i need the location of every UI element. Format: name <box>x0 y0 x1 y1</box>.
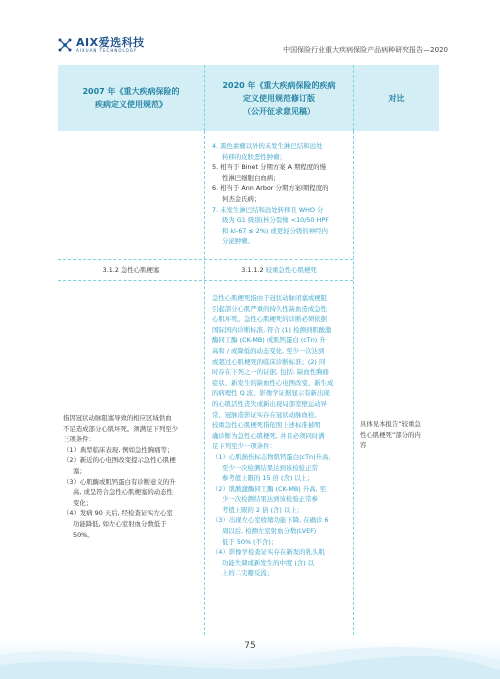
text-line: 7. 未发生淋巴结和远处转移且 WHO 分 <box>212 205 324 214</box>
text-line: 参考值上限的 15 倍 (含) 以上； <box>222 474 314 483</box>
company-logo <box>58 37 145 53</box>
text-line: （2）新近的心电图改变提示急性心肌梗 <box>63 456 176 465</box>
row-divider <box>58 259 353 260</box>
header-comparison-label: 对比 <box>388 93 405 103</box>
text-line: 的心肌活性丧失或新出现局部室壁运动异 <box>212 399 328 408</box>
definition-2020 <box>212 293 352 579</box>
text-line: 功能失调或新发生的中度 (含) 以 <box>222 558 315 567</box>
text-line: 较重急性心肌梗死指依照上述标准被明 <box>212 421 321 430</box>
text-line: 三项条件： <box>63 435 95 444</box>
header-comparison <box>354 65 439 131</box>
section-title-2007: 3.1.2 急性心肌梗塞 <box>102 266 160 274</box>
text-line: 至少一次检测结果达到该检验正常 <box>222 463 318 472</box>
logo-subtext: AIXUAN TECHNOLOGY <box>76 48 138 53</box>
text-line: 具体见本报告“较重急 <box>360 420 421 428</box>
text-line: 不足造成部分心肌坏死。须满足下列至少 <box>63 424 179 433</box>
text-line: 急性心肌梗死指由于冠状动脉闭塞或梗阻 <box>212 294 328 302</box>
text-line: 容 <box>360 441 367 450</box>
page-header <box>0 0 500 62</box>
text-line: 何杰金氏病； <box>222 194 261 203</box>
text-line: 症状、新发生的缺血性心电图改变、新生成 <box>212 378 334 387</box>
section-name: 较重急性心肌梗死 <box>265 266 317 274</box>
text-line: （1）典型临床表现, 例如急性胸痛等； <box>63 445 174 454</box>
row-divider <box>58 280 353 281</box>
section-title-2020 <box>205 265 353 276</box>
definition-2007 <box>63 413 203 540</box>
header-2020-line: 2020 年《重大疾病保险的疾病 <box>222 80 336 90</box>
text-line: 酶同工酶 (CK-MB) 或肌钙蛋白 (cTn) 升 <box>212 336 326 345</box>
text-line: 性心肌梗死”部分的内 <box>360 430 421 439</box>
text-line: 功能降低, 如左心室射血分数低于 <box>73 519 167 528</box>
text-line: （3）出现左心室收缩功能下降, 在确诊 6 <box>212 516 329 525</box>
text-line: 级为 G1 级别(核分裂像 <10/50 HPF <box>222 216 329 225</box>
text-line: 国际国内诊断标准, 符合 (1) 检测到肌酸激 <box>212 325 332 334</box>
text-line: 足下列至少一项条件： <box>212 442 276 451</box>
logo-text: AIX爱选科技 <box>76 36 145 49</box>
text-line: （3）心肌酶或肌钙蛋白有诊断意义的升 <box>63 477 176 486</box>
text-line: 少一次检测结果达到该检验正常参 <box>222 495 318 504</box>
text-line: 4. 黑色素瘤以外的未发生淋巴结和远处 <box>212 142 323 150</box>
text-line: 周以后, 检测左室射血分数(LVEF) <box>222 527 317 536</box>
text-line: （2）肌酸激酶同工酶 (CK-MB) 升高, 至 <box>212 484 327 493</box>
column-divider <box>204 131 205 635</box>
logo-icon <box>58 38 72 52</box>
text-line: 指因冠状动脉阻塞导致的相应区域供血 <box>63 414 172 422</box>
text-line: 低于 50% (不含)； <box>222 537 278 546</box>
text-line: 心肌坏死。急性心肌梗死的诊断必须依据 <box>212 315 328 324</box>
comparison-note <box>360 419 438 451</box>
header-2007-line: 疾病定义使用规范》 <box>95 100 167 109</box>
header-2007 <box>58 65 205 131</box>
text-line: 上的二尖瓣反流； <box>222 569 274 578</box>
text-line: 性淋巴细胞白血病； <box>222 173 280 182</box>
text-line: 常、冠脉造影证实存在冠状动脉血栓。 <box>212 410 321 419</box>
comparison-table <box>58 65 439 635</box>
text-line: 或超过心肌梗死的临床诊断标准；(2) 同 <box>212 357 326 366</box>
text-line: （1）心肌损伤标志物肌钙蛋白(cTn)升高, <box>212 452 331 461</box>
header-2007-line: 2007 年《重大疾病保险的 <box>82 87 180 96</box>
text-line: 分泌肿瘤。 <box>222 237 254 246</box>
text-line: 转移的皮肤恶性肿瘤； <box>222 152 286 161</box>
section-number: 3.1.1.2 <box>241 266 266 274</box>
text-line: 确诊断为急性心肌梗死, 并且必须同时满 <box>212 431 325 440</box>
text-line: 6. 相当于 Ann Arbor 分期方案I期程度的 <box>212 184 329 193</box>
text-line: 和 ki-67 ≤ 2%) 或更轻分级的神经内 <box>222 226 328 235</box>
text-line: 考值上限的 2 倍 (含) 以上； <box>222 505 304 514</box>
header-2020-line: 定义使用规范修订版 <box>243 93 315 103</box>
text-line: 高和 / 或降低的动态变化, 至少一次达到 <box>212 346 325 355</box>
header-2020-line: （公开征求意见稿） <box>243 106 315 116</box>
text-line: 高, 或呈符合急性心肌梗塞的动态性 <box>73 488 173 497</box>
column-divider <box>353 131 354 635</box>
text-line: 时存在下列之一的证据, 包括: 缺血性胸痛 <box>212 368 329 377</box>
header-2020 <box>205 65 354 131</box>
report-title: 中国保险行业重大疾病保险产品病种研究报告—2020 <box>283 46 448 54</box>
footer-wave-decoration <box>0 600 500 679</box>
text-line: 50%。 <box>73 530 94 539</box>
text-line: 塞； <box>73 466 86 475</box>
text-line: 5. 相当于 Binet 分期方案 A 期程度的慢 <box>212 163 326 172</box>
text-line: 变化； <box>73 498 93 507</box>
page-number: 75 <box>244 641 256 651</box>
cancer-exclusions-list <box>212 141 352 247</box>
text-line: （4）影像学检查证实存在新发的乳头肌 <box>212 548 325 557</box>
text-line: 的病理性 Q 波、影像学证据显示有新出现 <box>212 389 330 398</box>
text-line: （4）发病 90 天后, 经检查证实左心室 <box>63 509 173 518</box>
text-line: 引起部分心肌严重的持久性缺血造成急性 <box>212 304 328 313</box>
